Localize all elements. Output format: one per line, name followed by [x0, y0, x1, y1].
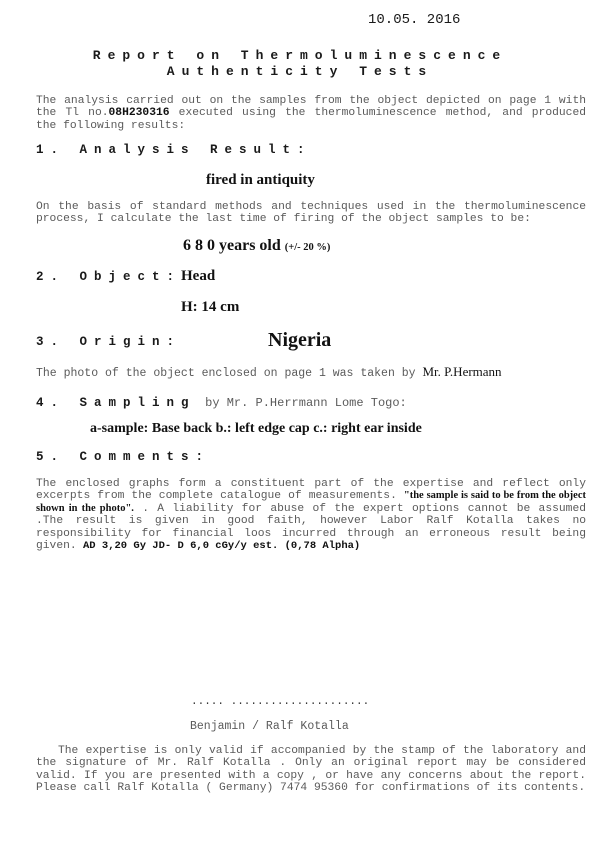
- object-size: H: 14 cm: [181, 299, 240, 315]
- sampling-by: by Mr. P.Herrmann Lome Togo:: [205, 396, 407, 410]
- section4-heading: 4. Sampling: [36, 396, 196, 410]
- section5-heading: 5. Comments:: [36, 450, 211, 464]
- section2-heading: 2. Object:: [36, 270, 182, 284]
- age-value: 6 8 0 years old: [183, 237, 281, 254]
- sampling-details: a-sample: Base back b.: left edge cap c.: right ear inside: [90, 421, 422, 436]
- photo-line: [36, 366, 586, 380]
- comments-text-1: The enclosed graphs form a constituent part of the expertise and reflect only excerpts from the complete catalogue of measurements.: [36, 478, 586, 503]
- report-title-line1: Report on Thermoluminescence: [92, 48, 508, 63]
- signatory-name: Benjamin / Ralf Kotalla: [190, 720, 349, 733]
- section1-text: On the basis of standard methods and techniques used in the thermoluminescence process, I calculate the last time of firing of the object samples to be:: [36, 201, 586, 226]
- origin-value: Nigeria: [268, 329, 332, 351]
- comments-text-2: . A liability for abuse of the expert options cannot be assumed .The result is given in good faith, however Labor Ralf Kotalla takes no responsibility for financial loos incurred through an erroneous result being given.: [36, 502, 587, 553]
- comments-quote: "the sample is said to be from the object shown in the photo".: [36, 490, 586, 514]
- object-name: Head: [181, 268, 216, 284]
- analysis-result: fired in antiquity: [206, 172, 315, 188]
- report-title-line2: Authenticity Tests: [166, 64, 434, 79]
- age-tolerance: (+/- 20 %): [284, 242, 331, 253]
- comments-paragraph: [36, 478, 586, 552]
- section1-heading: 1. Analysis Result:: [36, 143, 312, 157]
- report-date: 10.05. 2016: [368, 12, 461, 28]
- signature-line: ..... .....................: [191, 696, 370, 708]
- section4-line: [36, 393, 407, 411]
- section3-heading: 3. Origin:: [36, 335, 182, 349]
- age-line: [183, 237, 330, 255]
- intro-text-2: executed using the thermoluminescence method, and produced the following results:: [36, 107, 586, 132]
- photo-text: The photo of the object enclosed on page 1 was taken by: [36, 367, 423, 380]
- intro-paragraph: [36, 95, 586, 132]
- intro-text-1: The analysis carried out on the samples from the object depicted on page 1 with the Tl no.: [36, 95, 586, 120]
- footer-notice: The expertise is only valid if accompanied by the stamp of the laboratory and the signature of Mr. Ralf Kotalla . Only an original report may be considered valid. If you are presented with a copy , or have any concerns about the report. Please call Ralf Kotalla ( Germany) 7474 95360 for confirmations of its contents.: [36, 745, 586, 795]
- tl-number: 08H230316: [108, 107, 170, 120]
- dose-values: AD 3,20 Gy JD- D 6,0 cGy/y est. (0,78 Alpha): [76, 540, 361, 553]
- photographer: Mr. P.Hermann: [422, 364, 502, 379]
